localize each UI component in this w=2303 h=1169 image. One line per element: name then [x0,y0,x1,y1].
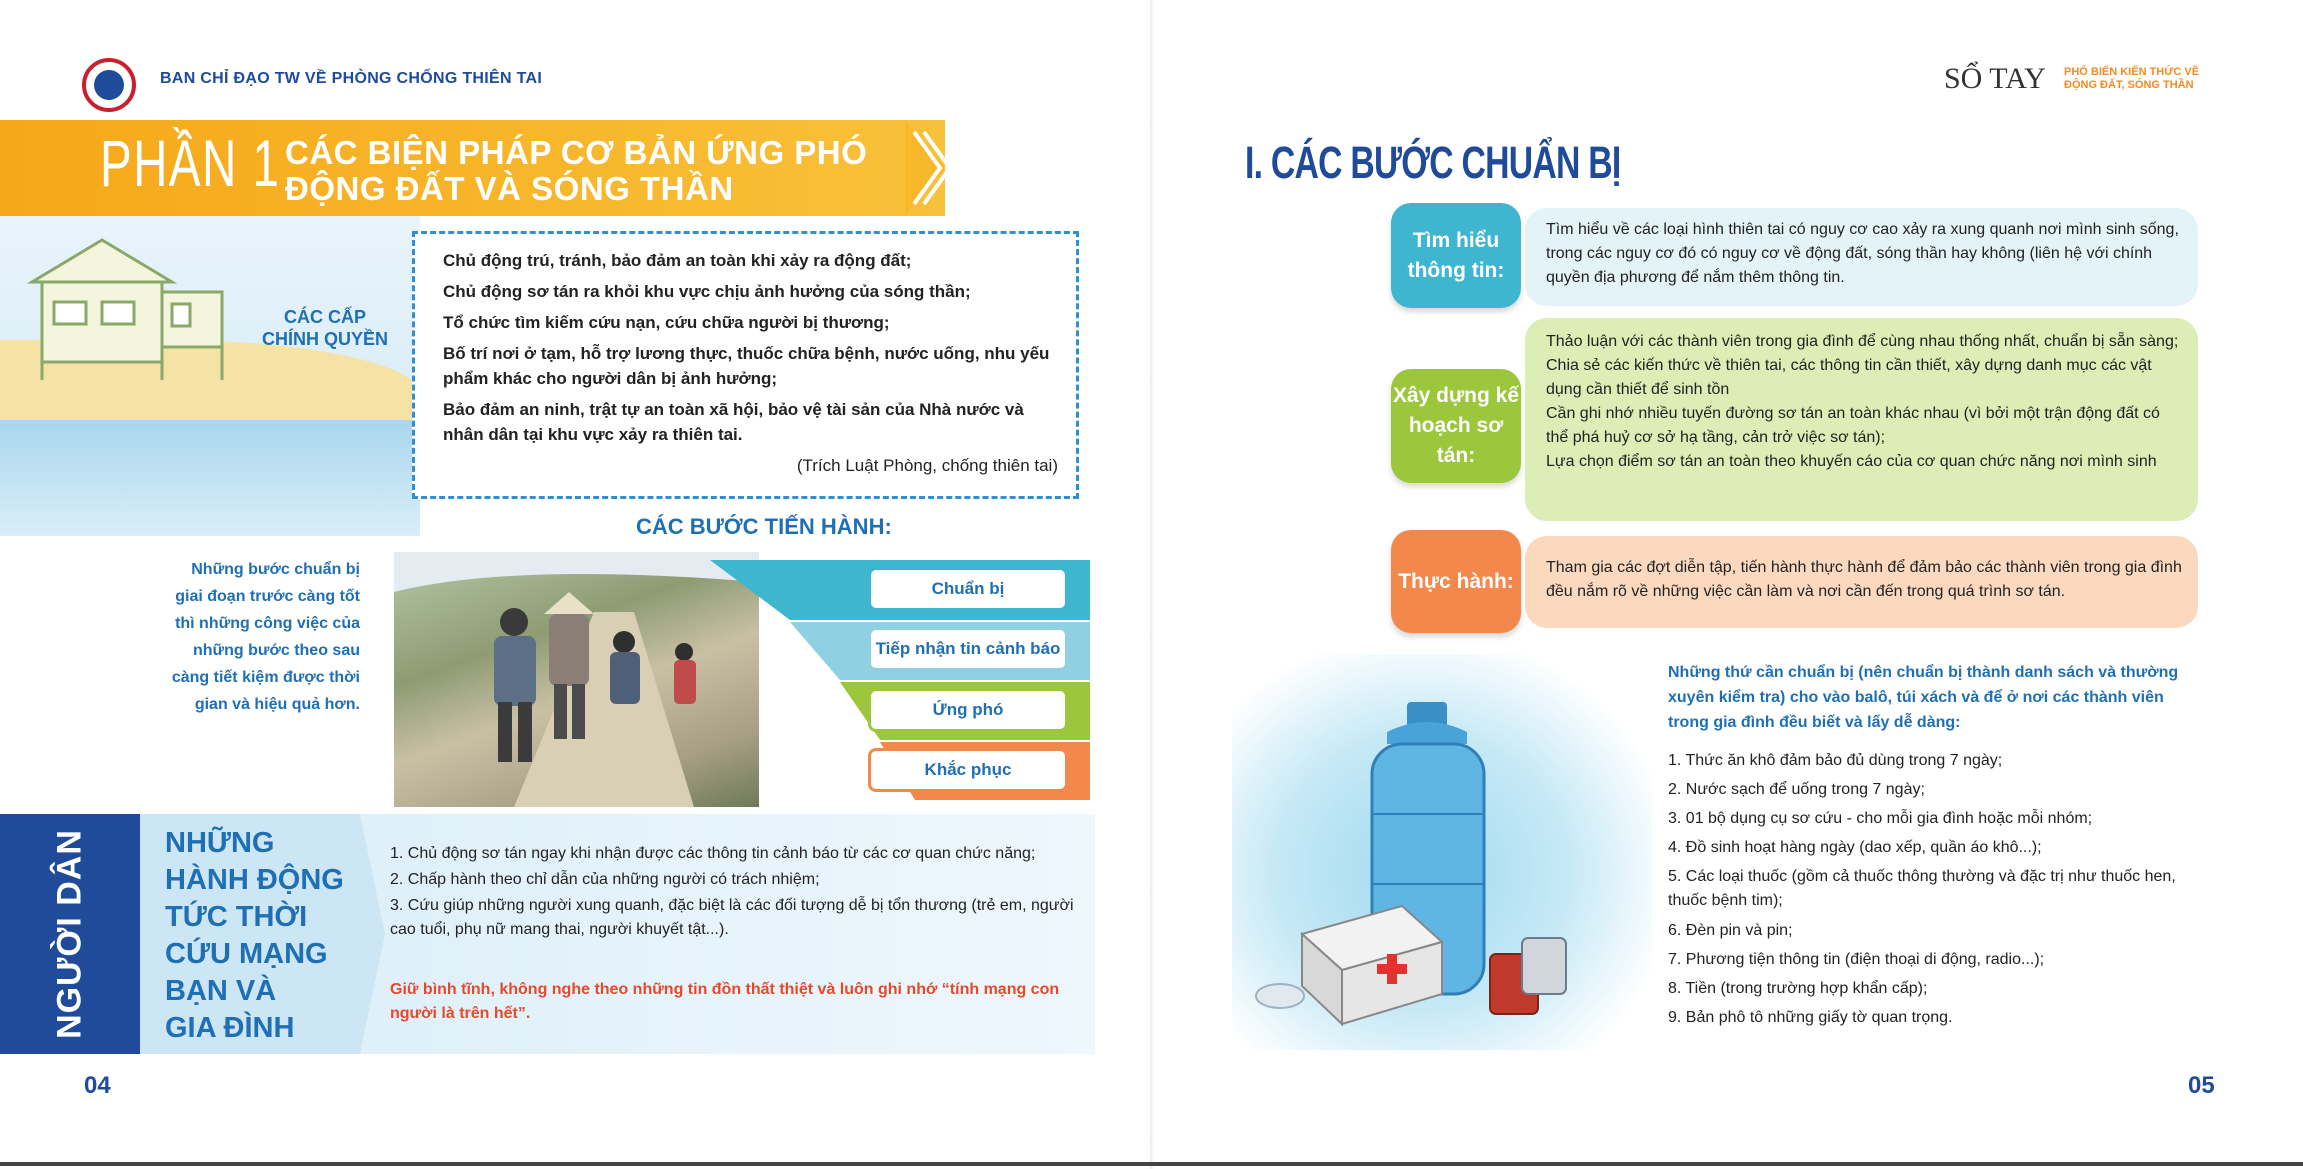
authorities-quote-box [412,231,1079,499]
logo-emblem [94,70,124,100]
people-title [165,825,344,1047]
people-title-line: BẠN VÀ [165,975,277,1007]
people-vertical-label: NGƯỜI DÂN [50,829,89,1039]
brand-subtitle-line2: ĐỘNG ĐẤT, SÓNG THẦN [2064,79,2194,91]
practice-row-label: Thực hành: [1391,530,1521,633]
plan-line: Cần ghi nhớ nhiều tuyến đường sơ tán an toàn khác nhau (vì bởi một trận động đất có thể phá huỷ cơ sở hạ tầng, cản trở việc sơ tán); [1546,405,2160,446]
part-label: PHẦN 1 [100,126,281,200]
brand-title: SỔ TAY [1944,62,2046,95]
list-item: 3. 01 bộ dụng cụ sơ cứu - cho mỗi gia đình hoặc mỗi nhóm; [1668,810,2093,827]
brand-subtitle-line1: PHỔ BIẾN KIẾN THỨC VỀ [2064,66,2200,78]
plan-line: Thảo luận với các thành viên trong gia đình để cùng nhau thống nhất, chuẩn bị sẵn sàng; [1546,333,2179,350]
list-item: 6. Đèn pin và pin; [1668,922,1793,939]
page-number-right: 05 [2188,1072,2215,1099]
page-number-left: 04 [84,1072,111,1099]
practice-row-text: Tham gia các đợt diễn tập, tiến hành thực hành để đảm bảo các thành viên trong gia đình đều nắm rõ về những việc cần làm và nơi cần đến trong quá trình sơ tán. [1546,559,2182,600]
people-title-line: NHỮNG [165,827,275,859]
quote-item: Chủ động sơ tán ra khỏi khu vực chịu ảnh hưởng của sóng thần; [443,282,971,301]
list-item: 2. Chấp hành theo chỉ dẫn của những người có trách nhiệm; [390,871,820,888]
quote-item: Bố trí nơi ở tạm, hỗ trợ lương thực, thuốc chữa bệnh, nước uống, nhu yếu phẩm khác cho người dân bị ảnh hưởng; [443,344,1050,388]
list-item: 4. Đồ sinh hoạt hàng ngày (dao xếp, quần áo khô...); [1668,839,2042,856]
list-item: 7. Phương tiện thông tin (điện thoại di động, radio...); [1668,951,2045,968]
plan-row-label: Xây dựng kế hoạch sơ tán: [1391,369,1521,483]
house-icon [22,232,232,382]
people-title-line: TỨC THỜI [165,901,308,933]
people-title-line: CỨU MẠNG [165,938,328,970]
list-item: 3. Cứu giúp những người xung quanh, đặc biệt là các đối tượng dễ bị tổn thương (trẻ em, người cao tuổi, phụ nữ mang thai, người khuyết tật...). [390,897,1074,938]
page-gutter [1150,0,1154,1169]
step-receive-warning: Tiếp nhận tin cảnh báo [868,627,1068,671]
plan-line: Chia sẻ các kiến thức về thiên tai, các thông tin cần thiết, xây dựng danh mục các vật dụng cần thiết để sinh tồn [1546,357,2152,398]
brand-subtitle [2064,66,2199,92]
people-arrow [360,814,385,1054]
people-title-line: GIA ĐÌNH [165,1012,295,1044]
plan-row-text [1546,330,2186,474]
sea-shape [0,420,420,536]
header-org: BAN CHỈ ĐẠO TW VỀ PHÒNG CHỐNG THIÊN TAI [160,70,543,87]
list-item: 2. Nước sạch để uống trong 7 ngày; [1668,781,1925,798]
prep-heading: Những thứ cần chuẩn bị (nên chuẩn bị thành danh sách và thường xuyên kiểm tra) cho vào balô, túi xách và để ở nơi các thành viên trong gia đình đều biết và lấy dễ dàng: [1668,664,2179,731]
people-title-line: HÀNH ĐỘNG [165,864,344,896]
banner-title-line2: ĐỘNG ĐẤT VÀ SÓNG THẦN [285,170,734,207]
list-item: 9. Bản phô tô những giấy tờ quan trọng. [1668,1009,1953,1026]
people-actions-list [390,842,1080,944]
authorities-label [262,306,388,350]
authorities-label-line2: CHÍNH QUYỀN [262,329,389,349]
list-item: 1. Thức ăn khô đảm bảo đủ dùng trong 7 ngày; [1668,752,2003,769]
people-warning: Giữ bình tĩnh, không nghe theo những tin đồn thất thiệt và luôn ghi nhớ “tính mạng con người là trên hết”. [390,981,1060,1022]
quote-item: Tổ chức tìm kiếm cứu nạn, cứu chữa người bị thương; [443,313,890,332]
step-prepare: Chuẩn bị [868,567,1068,611]
list-item: 8. Tiền (trong trường hợp khẩn cấp); [1668,980,1928,997]
bottom-border [0,1162,2303,1166]
banner-title-line1: CÁC BIỆN PHÁP CƠ BẢN ỨNG PHÓ [285,134,868,171]
plan-line: Lựa chọn điểm sơ tán an toàn theo khuyến cáo của cơ quan chức năng nơi mình sinh [1546,453,2157,470]
supplies-illustration [1232,654,1652,1050]
step-recover: Khắc phục [868,748,1068,792]
step-respond: Ứng phó [868,688,1068,732]
banner-title [285,135,867,207]
chevron-right-icon [910,128,946,208]
steps-blurb: Những bước chuẩn bị giai đoạn trước càng tốt thì những công việc của những bước theo sau càng tiết kiệm được thời gian và hiệu quả hơn. [171,561,360,713]
steps-title: CÁC BƯỚC TIẾN HÀNH: [636,514,892,539]
quote-source: (Trích Luật Phòng, chống thiên tai) [796,456,1058,475]
list-item: 5. Các loại thuốc (gồm cả thuốc thông thường và đặc trị như thuốc hen, thuốc bệnh tim); [1668,868,2176,909]
info-row-text: Tìm hiểu về các loại hình thiên tai có nguy cơ cao xảy ra xung quanh nơi mình sinh sống, trong các nguy cơ đó có nguy cơ về động đất, sóng thần hay không (liên hệ với chính quyền địa phương để nắm thêm thông tin. [1546,221,2179,286]
section-title: I. CÁC BƯỚC CHUẨN BỊ [1245,137,1621,188]
prep-list [1668,746,2203,1032]
authorities-label-line1: CÁC CẤP [284,307,367,327]
water-jug-icon [1232,654,1652,1050]
list-item: 1. Chủ động sơ tán ngay khi nhận được các thông tin cảnh báo từ các cơ quan chức năng; [390,845,1036,862]
quote-item: Chủ động trú, tránh, bảo đảm an toàn khi xảy ra động đất; [443,251,912,270]
quote-item: Bảo đảm an ninh, trật tự an toàn xã hội, bảo vệ tài sản của Nhà nước và nhân dân tại khu vực xảy ra thiên tai. [443,400,1024,444]
info-row-label: Tìm hiểu thông tin: [1391,203,1521,308]
